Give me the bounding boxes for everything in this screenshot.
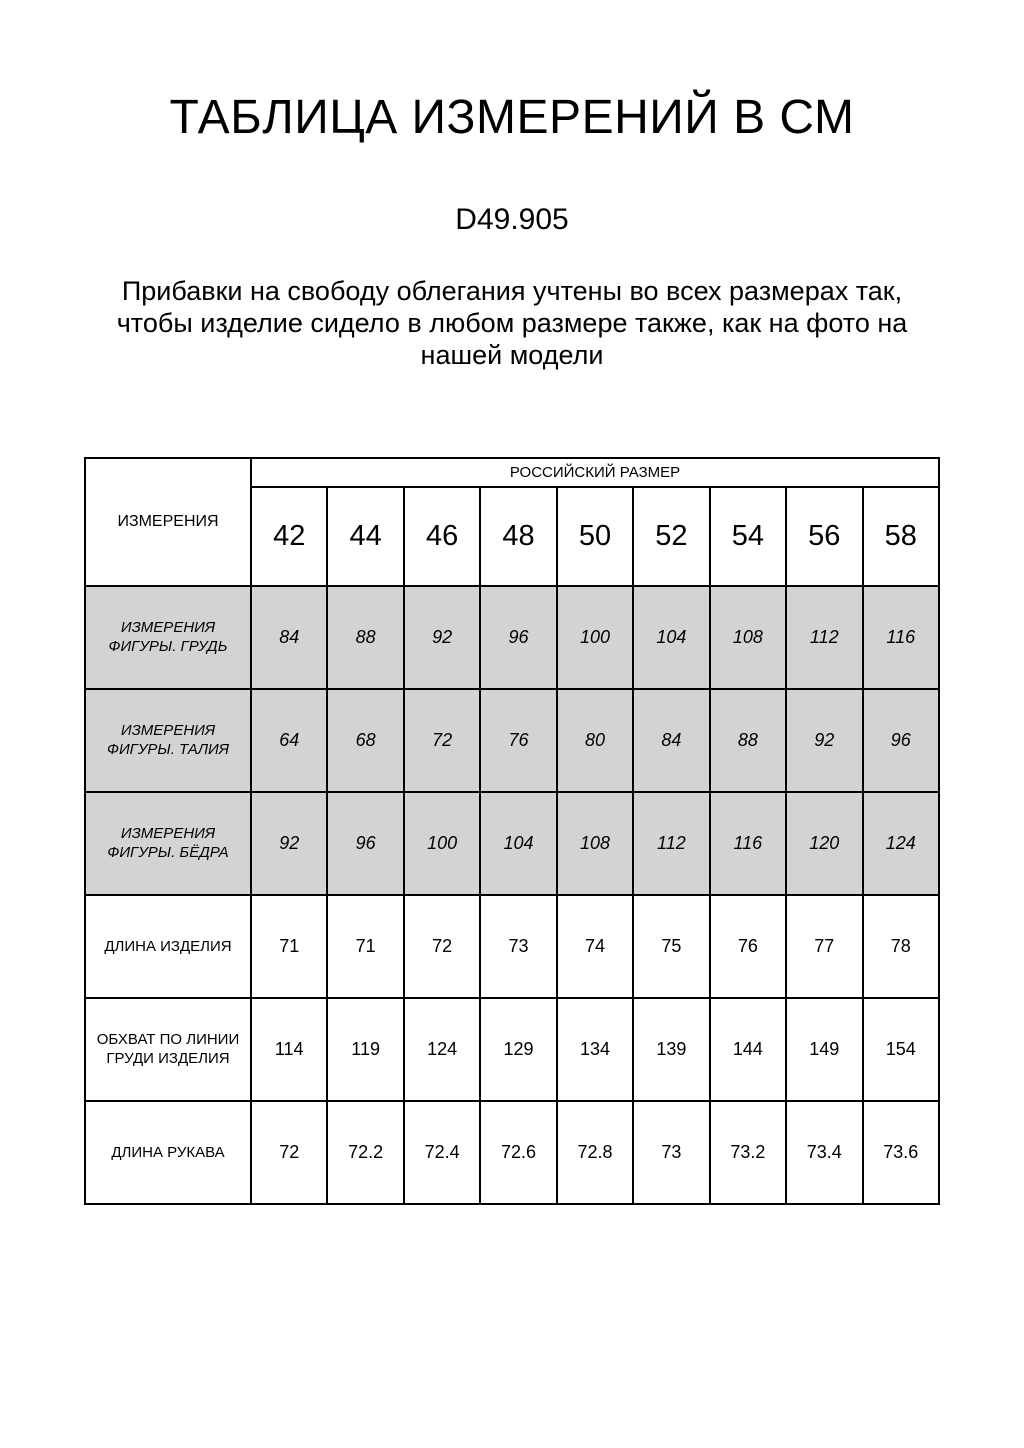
value-cell: 100 [557,586,633,689]
value-cell: 73.4 [786,1101,862,1204]
size-table [84,457,940,1205]
value-cell: 108 [710,586,786,689]
row-label: ДЛИНА ИЗДЕЛИЯ [85,895,251,998]
fit-note: Прибавки на свободу облегания учтены во всех размерах так, чтобы изделие сидело в любом размере также, как на фото на нашей модели [116,275,908,370]
size-column-header-48: 48 [480,487,556,586]
page-title: ТАБЛИЦА ИЗМЕРЕНИЙ В СМ [169,91,855,144]
size-column-header-42: 42 [251,487,327,586]
size-column-header-58: 58 [863,487,940,586]
table-row [85,1101,939,1204]
value-cell: 119 [327,998,403,1101]
value-cell: 92 [251,792,327,895]
value-cell: 116 [710,792,786,895]
value-cell: 88 [710,689,786,792]
size-column-header-44: 44 [327,487,403,586]
value-cell: 92 [404,586,480,689]
value-cell: 116 [863,586,940,689]
model-code: D49.905 [455,202,569,236]
size-column-header-46: 46 [404,487,480,586]
measurements-corner-header: ИЗМЕРЕНИЯ [85,458,251,586]
value-cell: 84 [251,586,327,689]
value-cell: 96 [863,689,940,792]
value-cell: 84 [633,689,709,792]
value-cell: 76 [480,689,556,792]
value-cell: 72.6 [480,1101,556,1204]
table-row [85,998,939,1101]
value-cell: 129 [480,998,556,1101]
row-label: ДЛИНА РУКАВА [85,1101,251,1204]
value-cell: 96 [327,792,403,895]
value-cell: 134 [557,998,633,1101]
value-cell: 124 [863,792,940,895]
value-cell: 73.2 [710,1101,786,1204]
value-cell: 112 [633,792,709,895]
size-column-header-56: 56 [786,487,862,586]
table-row [85,895,939,998]
value-cell: 104 [633,586,709,689]
value-cell: 71 [327,895,403,998]
size-column-header-50: 50 [557,487,633,586]
value-cell: 73 [633,1101,709,1204]
value-cell: 108 [557,792,633,895]
value-cell: 104 [480,792,556,895]
table-row [85,586,939,689]
value-cell: 72 [404,895,480,998]
row-label: ИЗМЕРЕНИЯ ФИГУРЫ. ГРУДЬ [85,586,251,689]
value-cell: 112 [786,586,862,689]
value-cell: 88 [327,586,403,689]
value-cell: 77 [786,895,862,998]
value-cell: 64 [251,689,327,792]
value-cell: 72.4 [404,1101,480,1204]
value-cell: 73.6 [863,1101,940,1204]
size-column-header-54: 54 [710,487,786,586]
value-cell: 80 [557,689,633,792]
value-cell: 72 [251,1101,327,1204]
value-cell: 120 [786,792,862,895]
size-table-body [85,586,939,1204]
size-table-head [85,458,939,586]
value-cell: 72.8 [557,1101,633,1204]
row-label: ИЗМЕРЕНИЯ ФИГУРЫ. ТАЛИЯ [85,689,251,792]
value-cell: 149 [786,998,862,1101]
table-row [85,792,939,895]
value-cell: 68 [327,689,403,792]
value-cell: 74 [557,895,633,998]
value-cell: 114 [251,998,327,1101]
row-label: ИЗМЕРЕНИЯ ФИГУРЫ. БЁДРА [85,792,251,895]
value-cell: 96 [480,586,556,689]
russian-size-header: РОССИЙСКИЙ РАЗМЕР [251,458,939,487]
group-header-row [85,458,939,487]
value-cell: 144 [710,998,786,1101]
row-label: ОБХВАТ ПО ЛИНИИ ГРУДИ ИЗДЕЛИЯ [85,998,251,1101]
value-cell: 72.2 [327,1101,403,1204]
value-cell: 124 [404,998,480,1101]
value-cell: 139 [633,998,709,1101]
value-cell: 71 [251,895,327,998]
size-column-header-52: 52 [633,487,709,586]
value-cell: 154 [863,998,940,1101]
value-cell: 100 [404,792,480,895]
value-cell: 72 [404,689,480,792]
value-cell: 78 [863,895,940,998]
value-cell: 75 [633,895,709,998]
value-cell: 76 [710,895,786,998]
value-cell: 92 [786,689,862,792]
table-row [85,689,939,792]
value-cell: 73 [480,895,556,998]
